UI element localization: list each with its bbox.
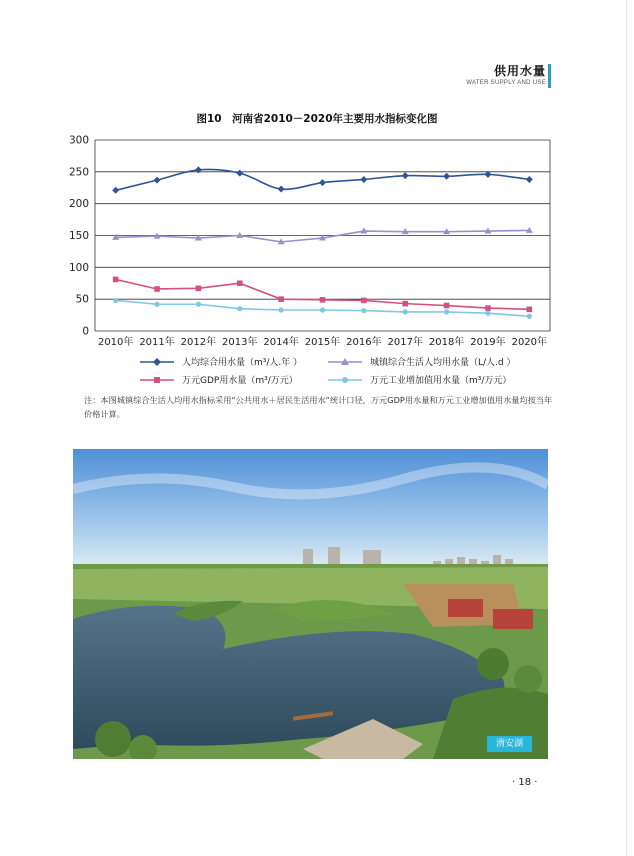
data-point [443, 173, 450, 180]
data-point [444, 309, 449, 314]
x-tick-label: 2019年 [470, 337, 506, 348]
data-point [361, 298, 367, 304]
lake-landscape-image [73, 449, 548, 759]
x-tick-label: 2014年 [263, 337, 299, 348]
legend-swatch-diamond [140, 358, 174, 366]
photo-caption-badge: 湑安湖 [487, 736, 532, 752]
y-tick-label: 300 [68, 134, 89, 147]
legend-label: 万元工业增加值用水量（m³/万元） [370, 376, 512, 386]
lake-photo [73, 449, 548, 759]
data-point [112, 187, 119, 194]
data-point [319, 179, 326, 186]
legend-swatch-circle [328, 376, 362, 384]
data-point [154, 177, 161, 184]
data-point [361, 308, 366, 313]
data-point [526, 176, 533, 183]
data-point [485, 305, 491, 311]
data-point [154, 286, 160, 292]
x-tick-label: 2010年 [97, 337, 134, 348]
data-point [320, 307, 325, 312]
data-point [278, 186, 285, 193]
data-point [527, 314, 532, 319]
legend-entry-0 [140, 355, 302, 368]
x-tick-label: 2016年 [346, 337, 382, 348]
x-tick-label: 2017年 [387, 337, 423, 348]
data-point [113, 298, 118, 303]
x-tick-label: 2011年 [139, 337, 175, 348]
page-edge-rule [626, 0, 627, 856]
data-point [402, 301, 408, 307]
data-point [320, 297, 326, 303]
data-point [237, 306, 242, 311]
chart-series [112, 166, 533, 319]
data-point [154, 302, 159, 307]
y-tick-label: 250 [68, 166, 89, 179]
line-chart [60, 130, 560, 390]
data-point [360, 176, 367, 183]
page-number: · 18 · [512, 777, 538, 788]
x-tick-label: 2018年 [428, 337, 465, 348]
legend-swatch-square [140, 376, 174, 384]
section-title: 供用水量 [493, 64, 546, 78]
y-tick-label: 0 [82, 325, 89, 338]
data-point [113, 277, 119, 283]
data-point [236, 170, 243, 177]
legend-label: 城镇综合生活人均用水量（L/人.d ） [370, 358, 516, 368]
section-subtitle: WATER SUPPLY AND USE [466, 80, 546, 86]
data-point [279, 307, 284, 312]
data-point [403, 309, 408, 314]
legend-swatch-triangle [328, 358, 362, 366]
legend-label: 万元GDP用水量（m³/万元） [182, 376, 298, 386]
x-axis [98, 335, 547, 348]
figure-note: 注：本图城镇综合生活人均用水指标采用“公共用水＋居民生活用水”统计口径，万元GDP用水量和万元工业增加值用水量均按当年价格计算。 [84, 395, 553, 419]
y-tick-label: 100 [68, 261, 89, 274]
data-point [527, 307, 533, 313]
y-tick-label: 150 [68, 230, 89, 242]
x-tick-label: 2015年 [304, 337, 341, 348]
section-accent-bar [548, 64, 551, 88]
legend-entry-3 [328, 373, 511, 386]
data-point [278, 296, 284, 302]
data-point [444, 303, 450, 309]
data-point [402, 172, 409, 179]
x-tick-label: 2013年 [222, 337, 258, 348]
y-tick-label: 50 [75, 293, 89, 306]
x-tick-label: 2012年 [180, 337, 217, 348]
figure-title: 图10 河南省2010－2020年主要用水指标变化图 [196, 113, 438, 125]
data-point [237, 280, 243, 286]
data-point [485, 311, 490, 316]
legend-entry-2 [140, 373, 298, 386]
legend-label: 人均综合用水量（m³/人.年 ） [182, 358, 303, 368]
data-point [195, 166, 202, 173]
data-point [196, 286, 202, 292]
x-tick-label: 2020年 [511, 337, 548, 348]
legend-entry-1 [328, 355, 515, 368]
data-point [196, 302, 201, 307]
y-tick-label: 200 [68, 198, 89, 211]
